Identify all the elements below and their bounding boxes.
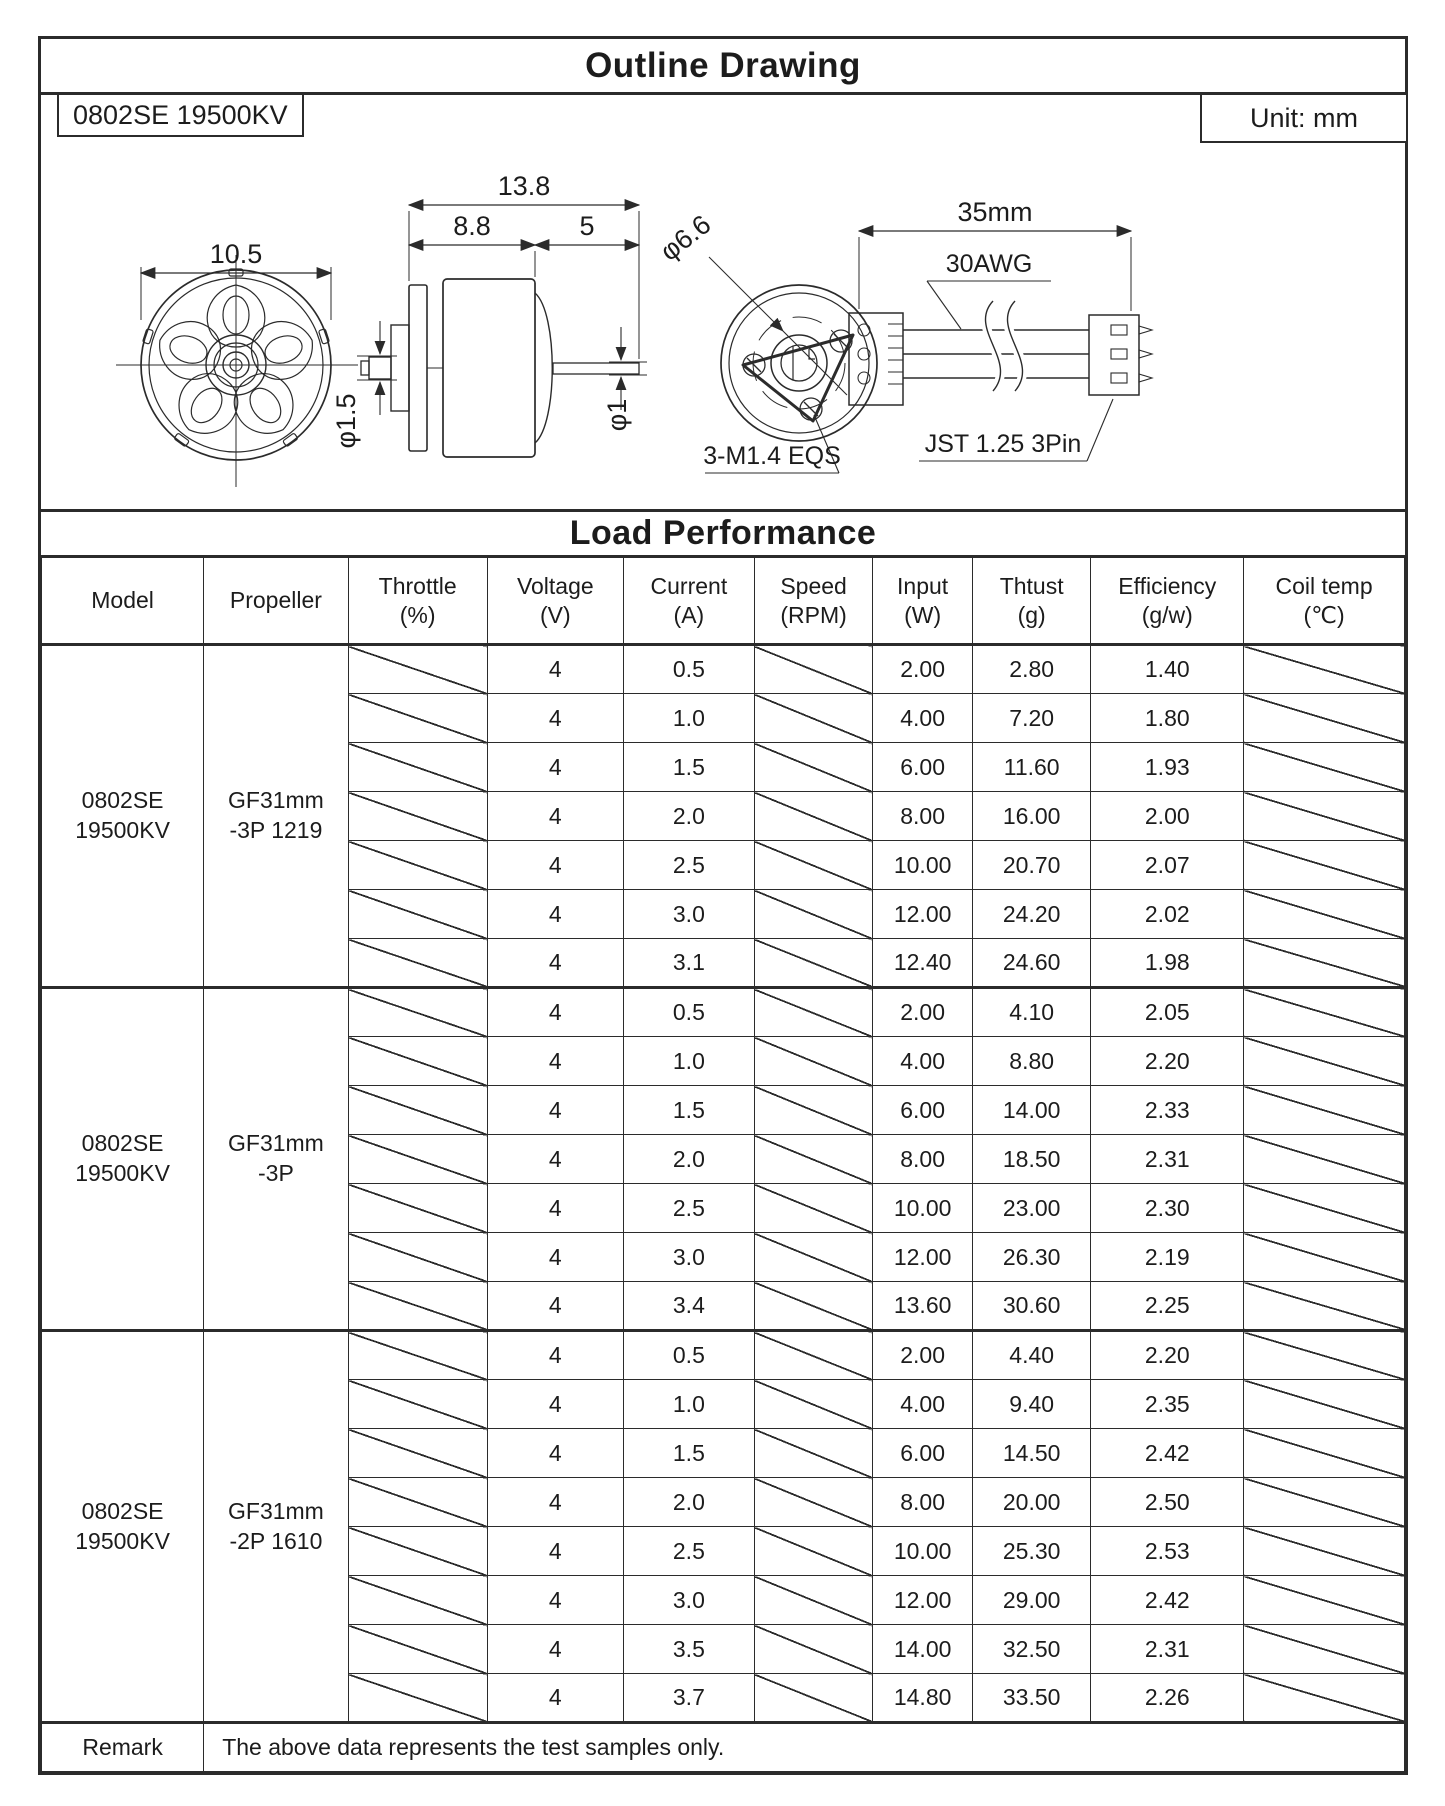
dim-shaft-length: 5	[579, 211, 595, 241]
current-cell: 1.0	[623, 1380, 754, 1429]
input-cell: 13.60	[873, 1282, 972, 1331]
voltage-cell: 4	[487, 1478, 623, 1527]
input-cell: 10.00	[873, 1527, 972, 1576]
speed-cell	[754, 1037, 873, 1086]
thrust-cell: 14.50	[972, 1429, 1091, 1478]
column-header: Current (A)	[623, 557, 754, 645]
speed-cell	[754, 890, 873, 939]
efficiency-cell: 1.98	[1091, 939, 1244, 988]
thrust-cell: 4.40	[972, 1331, 1091, 1380]
thrust-cell: 8.80	[972, 1037, 1091, 1086]
efficiency-cell: 2.35	[1091, 1380, 1244, 1429]
current-cell: 3.1	[623, 939, 754, 988]
coil-temp-cell	[1244, 1086, 1405, 1135]
coil-temp-cell	[1244, 1527, 1405, 1576]
current-cell: 2.5	[623, 1527, 754, 1576]
speed-cell	[754, 1527, 873, 1576]
efficiency-cell: 1.40	[1091, 645, 1244, 694]
thrust-cell: 16.00	[972, 792, 1091, 841]
thrust-cell: 33.50	[972, 1674, 1091, 1723]
current-cell: 0.5	[623, 1331, 754, 1380]
thrust-cell: 32.50	[972, 1625, 1091, 1674]
coil-temp-cell	[1244, 1282, 1405, 1331]
input-cell: 4.00	[873, 1037, 972, 1086]
efficiency-cell: 2.00	[1091, 792, 1244, 841]
speed-cell	[754, 939, 873, 988]
voltage-cell: 4	[487, 1086, 623, 1135]
throttle-cell	[348, 1184, 487, 1233]
speed-cell	[754, 1625, 873, 1674]
efficiency-cell: 2.31	[1091, 1625, 1244, 1674]
model-cell: 0802SE 19500KV	[42, 645, 204, 988]
thrust-cell: 9.40	[972, 1380, 1091, 1429]
coil-temp-cell	[1244, 890, 1405, 939]
dim-boss-dia: φ1.5	[331, 393, 361, 449]
subtitle-row	[41, 95, 1405, 153]
column-header: Speed (RPM)	[754, 557, 873, 645]
speed-cell	[754, 1282, 873, 1331]
current-cell: 1.5	[623, 1429, 754, 1478]
thrust-cell: 29.00	[972, 1576, 1091, 1625]
load-table-header-row	[42, 557, 1405, 645]
throttle-cell	[348, 1233, 487, 1282]
thrust-cell: 24.60	[972, 939, 1091, 988]
remark-text: The above data represents the test samples only.	[204, 1723, 1405, 1772]
voltage-cell: 4	[487, 1625, 623, 1674]
dim-bolt-circle: φ6.6	[654, 209, 717, 267]
voltage-cell: 4	[487, 939, 623, 988]
outline-drawing	[41, 153, 1405, 509]
remark-row	[42, 1723, 1405, 1772]
voltage-cell: 4	[487, 1135, 623, 1184]
thrust-cell: 30.60	[972, 1282, 1091, 1331]
voltage-cell: 4	[487, 890, 623, 939]
table-row	[42, 1331, 1405, 1380]
input-cell: 10.00	[873, 1184, 972, 1233]
thrust-cell: 24.20	[972, 890, 1091, 939]
efficiency-cell: 2.42	[1091, 1429, 1244, 1478]
input-cell: 2.00	[873, 1331, 972, 1380]
voltage-cell: 4	[487, 988, 623, 1037]
input-cell: 4.00	[873, 694, 972, 743]
current-cell: 3.5	[623, 1625, 754, 1674]
coil-temp-cell	[1244, 645, 1405, 694]
label-connector: JST 1.25 3Pin	[924, 430, 1082, 458]
coil-temp-cell	[1244, 1331, 1405, 1380]
thrust-cell: 20.70	[972, 841, 1091, 890]
coil-temp-cell	[1244, 1674, 1405, 1723]
throttle-cell	[348, 1086, 487, 1135]
input-cell: 6.00	[873, 1086, 972, 1135]
throttle-cell	[348, 694, 487, 743]
voltage-cell: 4	[487, 1380, 623, 1429]
speed-cell	[754, 792, 873, 841]
speed-cell	[754, 841, 873, 890]
voltage-cell: 4	[487, 1429, 623, 1478]
throttle-cell	[348, 1625, 487, 1674]
spec-sheet	[38, 36, 1408, 1775]
input-cell: 14.80	[873, 1674, 972, 1723]
input-cell: 12.00	[873, 1576, 972, 1625]
speed-cell	[754, 1086, 873, 1135]
propeller-cell: GF31mm -3P	[204, 988, 348, 1331]
voltage-cell: 4	[487, 841, 623, 890]
efficiency-cell: 1.80	[1091, 694, 1244, 743]
thrust-cell: 2.80	[972, 645, 1091, 694]
current-cell: 0.5	[623, 988, 754, 1037]
voltage-cell: 4	[487, 1233, 623, 1282]
input-cell: 8.00	[873, 792, 972, 841]
coil-temp-cell	[1244, 841, 1405, 890]
thrust-cell: 23.00	[972, 1184, 1091, 1233]
front-view	[116, 239, 358, 487]
efficiency-cell: 2.33	[1091, 1086, 1244, 1135]
thrust-cell: 20.00	[972, 1478, 1091, 1527]
input-cell: 8.00	[873, 1478, 972, 1527]
input-cell: 12.40	[873, 939, 972, 988]
speed-cell	[754, 743, 873, 792]
input-cell: 6.00	[873, 1429, 972, 1478]
throttle-cell	[348, 1331, 487, 1380]
load-performance-table	[41, 555, 1405, 1772]
rear-view	[721, 285, 877, 441]
efficiency-cell: 2.25	[1091, 1282, 1244, 1331]
speed-cell	[754, 1429, 873, 1478]
throttle-cell	[348, 939, 487, 988]
voltage-cell: 4	[487, 1576, 623, 1625]
current-cell: 2.0	[623, 792, 754, 841]
dim-wire-length: 35mm	[957, 197, 1033, 227]
efficiency-cell: 2.19	[1091, 1233, 1244, 1282]
speed-cell	[754, 1576, 873, 1625]
voltage-cell: 4	[487, 1037, 623, 1086]
model-label-box: 0802SE 19500KV	[57, 93, 304, 137]
column-header: Model	[42, 557, 204, 645]
dim-total-length: 13.8	[497, 171, 551, 201]
wire-assembly	[849, 197, 1152, 461]
label-screw-spec: 3-M1.4 EQS	[703, 442, 841, 470]
column-header: Propeller	[204, 557, 348, 645]
current-cell: 3.0	[623, 890, 754, 939]
throttle-cell	[348, 1478, 487, 1527]
propeller-cell: GF31mm -3P 1219	[204, 645, 348, 988]
section-title: Load Performance	[41, 509, 1405, 555]
efficiency-cell: 2.26	[1091, 1674, 1244, 1723]
current-cell: 2.0	[623, 1478, 754, 1527]
current-cell: 2.5	[623, 1184, 754, 1233]
voltage-cell: 4	[487, 743, 623, 792]
throttle-cell	[348, 1674, 487, 1723]
dim-front-width: 10.5	[209, 239, 263, 269]
coil-temp-cell	[1244, 1233, 1405, 1282]
column-header: Voltage (V)	[487, 557, 623, 645]
current-cell: 3.0	[623, 1233, 754, 1282]
coil-temp-cell	[1244, 792, 1405, 841]
speed-cell	[754, 1233, 873, 1282]
efficiency-cell: 2.07	[1091, 841, 1244, 890]
efficiency-cell: 2.05	[1091, 988, 1244, 1037]
throttle-cell	[348, 890, 487, 939]
thrust-cell: 26.30	[972, 1233, 1091, 1282]
coil-temp-cell	[1244, 694, 1405, 743]
throttle-cell	[348, 988, 487, 1037]
outline-drawing-svg	[41, 153, 1405, 509]
speed-cell	[754, 1135, 873, 1184]
efficiency-cell: 2.20	[1091, 1037, 1244, 1086]
speed-cell	[754, 1380, 873, 1429]
throttle-cell	[348, 841, 487, 890]
thrust-cell: 7.20	[972, 694, 1091, 743]
input-cell: 2.00	[873, 988, 972, 1037]
input-cell: 12.00	[873, 890, 972, 939]
current-cell: 1.0	[623, 1037, 754, 1086]
table-row	[42, 645, 1405, 694]
coil-temp-cell	[1244, 1135, 1405, 1184]
propeller-cell: GF31mm -2P 1610	[204, 1331, 348, 1723]
input-cell: 10.00	[873, 841, 972, 890]
coil-temp-cell	[1244, 939, 1405, 988]
voltage-cell: 4	[487, 645, 623, 694]
speed-cell	[754, 988, 873, 1037]
speed-cell	[754, 1184, 873, 1233]
throttle-cell	[348, 792, 487, 841]
coil-temp-cell	[1244, 1380, 1405, 1429]
throttle-cell	[348, 1429, 487, 1478]
throttle-cell	[348, 743, 487, 792]
remark-label: Remark	[42, 1723, 204, 1772]
efficiency-cell: 2.30	[1091, 1184, 1244, 1233]
page-title: Outline Drawing	[41, 39, 1405, 95]
coil-temp-cell	[1244, 1576, 1405, 1625]
current-cell: 1.0	[623, 694, 754, 743]
throttle-cell	[348, 1037, 487, 1086]
voltage-cell: 4	[487, 1674, 623, 1723]
thrust-cell: 4.10	[972, 988, 1091, 1037]
throttle-cell	[348, 1380, 487, 1429]
speed-cell	[754, 1478, 873, 1527]
column-header: Coil temp (℃)	[1244, 557, 1405, 645]
model-cell: 0802SE 19500KV	[42, 1331, 204, 1723]
efficiency-cell: 2.20	[1091, 1331, 1244, 1380]
column-header: Throttle (%)	[348, 557, 487, 645]
efficiency-cell: 2.42	[1091, 1576, 1244, 1625]
throttle-cell	[348, 1576, 487, 1625]
coil-temp-cell	[1244, 743, 1405, 792]
unit-label-box: Unit: mm	[1200, 93, 1408, 143]
throttle-cell	[348, 1527, 487, 1576]
current-cell: 0.5	[623, 645, 754, 694]
current-cell: 3.0	[623, 1576, 754, 1625]
thrust-cell: 18.50	[972, 1135, 1091, 1184]
efficiency-cell: 2.02	[1091, 890, 1244, 939]
coil-temp-cell	[1244, 1478, 1405, 1527]
input-cell: 6.00	[873, 743, 972, 792]
column-header: Input (W)	[873, 557, 972, 645]
speed-cell	[754, 645, 873, 694]
voltage-cell: 4	[487, 1282, 623, 1331]
coil-temp-cell	[1244, 1625, 1405, 1674]
current-cell: 3.4	[623, 1282, 754, 1331]
speed-cell	[754, 1331, 873, 1380]
coil-temp-cell	[1244, 988, 1405, 1037]
input-cell: 12.00	[873, 1233, 972, 1282]
efficiency-cell: 2.50	[1091, 1478, 1244, 1527]
input-cell: 2.00	[873, 645, 972, 694]
throttle-cell	[348, 1135, 487, 1184]
voltage-cell: 4	[487, 1527, 623, 1576]
coil-temp-cell	[1244, 1037, 1405, 1086]
current-cell: 2.5	[623, 841, 754, 890]
thrust-cell: 25.30	[972, 1527, 1091, 1576]
column-header: Efficiency (g/w)	[1091, 557, 1244, 645]
table-row	[42, 988, 1405, 1037]
column-header: Thtust (g)	[972, 557, 1091, 645]
label-wire-gauge: 30AWG	[945, 250, 1033, 278]
voltage-cell: 4	[487, 792, 623, 841]
side-view	[331, 171, 647, 457]
current-cell: 3.7	[623, 1674, 754, 1723]
voltage-cell: 4	[487, 1184, 623, 1233]
efficiency-cell: 2.53	[1091, 1527, 1244, 1576]
input-cell: 8.00	[873, 1135, 972, 1184]
thrust-cell: 11.60	[972, 743, 1091, 792]
load-table-body	[42, 645, 1405, 1723]
dim-body-length: 8.8	[453, 211, 491, 241]
thrust-cell: 14.00	[972, 1086, 1091, 1135]
efficiency-cell: 1.93	[1091, 743, 1244, 792]
speed-cell	[754, 694, 873, 743]
current-cell: 2.0	[623, 1135, 754, 1184]
voltage-cell: 4	[487, 1331, 623, 1380]
current-cell: 1.5	[623, 743, 754, 792]
efficiency-cell: 2.31	[1091, 1135, 1244, 1184]
model-cell: 0802SE 19500KV	[42, 988, 204, 1331]
coil-temp-cell	[1244, 1429, 1405, 1478]
current-cell: 1.5	[623, 1086, 754, 1135]
speed-cell	[754, 1674, 873, 1723]
dim-shaft-dia: φ1	[602, 398, 632, 432]
coil-temp-cell	[1244, 1184, 1405, 1233]
input-cell: 14.00	[873, 1625, 972, 1674]
throttle-cell	[348, 645, 487, 694]
input-cell: 4.00	[873, 1380, 972, 1429]
throttle-cell	[348, 1282, 487, 1331]
voltage-cell: 4	[487, 694, 623, 743]
